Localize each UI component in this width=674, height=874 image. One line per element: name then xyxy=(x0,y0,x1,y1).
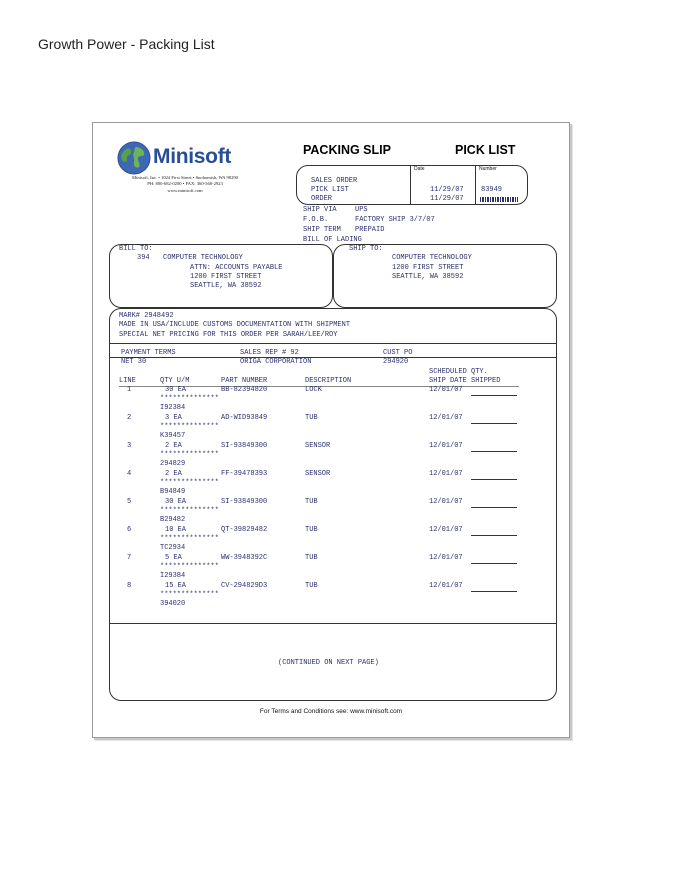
sub-code: B94849 xyxy=(160,488,186,496)
bill-to-line: COMPUTER TECHNOLOGY xyxy=(163,254,243,262)
note-line: SPECIAL NET PRICING FOR THIS ORDER PER SARAH/LEE/ROY xyxy=(119,331,338,339)
description: TUB xyxy=(305,498,318,506)
packing-slip-heading: PACKING SLIP xyxy=(303,143,391,157)
pick-list-label: PICK LIST xyxy=(311,186,349,194)
part-number: CV-294829D3 xyxy=(221,582,268,590)
cust-po-label: CUST PO xyxy=(383,349,413,357)
qty-shipped-blank xyxy=(471,507,517,508)
ship-date-header: SHIP DATE SHIPPED xyxy=(429,377,501,385)
bill-to-line: SEATTLE, WA 38592 xyxy=(190,282,262,290)
qty-header: QTY U/M xyxy=(160,377,190,385)
qty: 2 EA xyxy=(165,470,182,478)
qty: 2 EA xyxy=(165,442,182,450)
ship-date: 12/01/07 xyxy=(429,470,463,478)
address-line: www.minisoft.com xyxy=(167,187,203,193)
description: LOCK xyxy=(305,386,322,394)
ship-date: 12/01/07 xyxy=(429,386,463,394)
qty-shipped-blank xyxy=(471,563,517,564)
description: SENSOR xyxy=(305,470,331,478)
qty-shipped-blank xyxy=(471,591,517,592)
qty: 10 EA xyxy=(165,526,187,534)
description: TUB xyxy=(305,582,318,590)
bill-to-label: BILL TO: xyxy=(119,245,153,253)
description: TUB xyxy=(305,414,318,422)
description: TUB xyxy=(305,526,318,534)
qty-shipped-blank xyxy=(471,395,517,396)
divider xyxy=(109,343,556,344)
pick-list-heading: PICK LIST xyxy=(455,143,516,157)
part-number: SI-93849300 xyxy=(221,498,268,506)
separator-stars: ************** xyxy=(160,423,219,431)
order-date: 11/29/07 xyxy=(430,195,464,203)
bill-to-line: ATTN: ACCOUNTS PAYABLE xyxy=(190,264,283,272)
payment-terms-label: PAYMENT TERMS xyxy=(121,349,176,357)
sub-code: I29384 xyxy=(160,572,186,580)
divider xyxy=(109,623,556,624)
note-line: MADE IN USA/INCLUDE CUSTOMS DOCUMENTATION WITH SHIPMENT xyxy=(119,321,351,329)
separator-stars: ************** xyxy=(160,563,219,571)
line-number: 5 xyxy=(127,498,132,506)
sales-order-label: SALES ORDER xyxy=(311,177,358,185)
qty-shipped-blank xyxy=(471,535,517,536)
qty: 15 EA xyxy=(165,582,187,590)
divider xyxy=(410,165,411,204)
part-number: AD-WID93849 xyxy=(221,414,268,422)
order-label: ORDER xyxy=(311,195,333,203)
barcode xyxy=(480,197,518,202)
bill-to-line: 1200 FIRST STREET xyxy=(190,273,262,281)
sub-code: K39457 xyxy=(160,432,186,440)
logo-address xyxy=(115,175,255,194)
separator-stars: ************** xyxy=(160,507,219,515)
note-line: MARK# 2948492 xyxy=(119,312,174,320)
qty: 30 EA xyxy=(165,386,187,394)
number-label: Number xyxy=(479,166,497,172)
line-number: 8 xyxy=(127,582,132,590)
packing-slip-document xyxy=(92,122,570,738)
line-number: 3 xyxy=(127,442,132,450)
qty: 5 EA xyxy=(165,554,182,562)
separator-stars: ************** xyxy=(160,395,219,403)
divider xyxy=(475,165,476,204)
line-number: 6 xyxy=(127,526,132,534)
ship-via-value: UPS xyxy=(355,206,368,214)
ship-to-label: SHIP TO: xyxy=(349,245,383,253)
description: TUB xyxy=(305,554,318,562)
sub-code: TC2934 xyxy=(160,544,186,552)
sub-code: 394020 xyxy=(160,600,186,608)
scheduled-header: SCHEDULED QTY. xyxy=(429,368,488,376)
qty-shipped-blank xyxy=(471,423,517,424)
ship-date: 12/01/07 xyxy=(429,554,463,562)
line-number: 7 xyxy=(127,554,132,562)
address-line: PH: 800-682-0200 • FAX: 360-568-2923 xyxy=(147,181,223,187)
divider xyxy=(109,357,556,358)
terms-footer: For Terms and Conditions see: www.minisoft.com xyxy=(259,708,403,715)
date-label: Date xyxy=(414,166,425,172)
sales-rep-value: ORIGA CORPORATION xyxy=(240,358,312,366)
ship-term-value: PREPAID xyxy=(355,226,385,234)
part-number: BB-82394820 xyxy=(221,386,268,394)
part-number-header: PART NUMBER xyxy=(221,377,268,385)
logo-wordmark: Minisoft xyxy=(153,145,232,168)
ship-date: 12/01/07 xyxy=(429,414,463,422)
part-number: SI-93849300 xyxy=(221,442,268,450)
continued-note: (CONTINUED ON NEXT PAGE) xyxy=(278,659,379,667)
ship-date: 12/01/07 xyxy=(429,498,463,506)
part-number: WW-3948392C xyxy=(221,554,268,562)
separator-stars: ************** xyxy=(160,451,219,459)
line-header: LINE xyxy=(119,377,136,385)
ship-to-line: SEATTLE, WA 38592 xyxy=(392,273,464,281)
pick-list-number: 83949 xyxy=(481,186,503,194)
separator-stars: ************** xyxy=(160,479,219,487)
sub-code: 294829 xyxy=(160,460,186,468)
bill-of-lading: BILL OF LADING xyxy=(303,236,362,244)
qty-shipped-blank xyxy=(471,451,517,452)
description-header: DESCRIPTION xyxy=(305,377,352,385)
fob-label: F.O.B. xyxy=(303,216,329,224)
part-number: QT-39829482 xyxy=(221,526,268,534)
separator-stars: ************** xyxy=(160,535,219,543)
ship-date: 12/01/07 xyxy=(429,526,463,534)
sub-code: B29482 xyxy=(160,516,186,524)
ship-via-label: SHIP VIA xyxy=(303,206,337,214)
pick-list-date: 11/29/07 xyxy=(430,186,464,194)
bill-to-customer-no: 394 xyxy=(137,254,150,262)
ship-date: 12/01/07 xyxy=(429,442,463,450)
line-number: 4 xyxy=(127,470,132,478)
separator-stars: ************** xyxy=(160,591,219,599)
sales-rep-label: SALES REP # 92 xyxy=(240,349,299,357)
qty-shipped-blank xyxy=(471,479,517,480)
ship-to-line: COMPUTER TECHNOLOGY xyxy=(392,254,472,262)
line-number: 1 xyxy=(127,386,132,394)
part-number: FF-39478393 xyxy=(221,470,268,478)
ship-term-label: SHIP TERM xyxy=(303,226,341,234)
page-title: Growth Power - Packing List xyxy=(38,36,215,52)
ship-date: 12/01/07 xyxy=(429,582,463,590)
cust-po-value: 294920 xyxy=(383,358,409,366)
globe-icon xyxy=(117,141,151,175)
sub-code: I92384 xyxy=(160,404,186,412)
payment-terms-value: NET 30 xyxy=(121,358,147,366)
ship-to-line: 1200 FIRST STREET xyxy=(392,264,464,272)
qty: 30 EA xyxy=(165,498,187,506)
qty: 3 EA xyxy=(165,414,182,422)
description: SENSOR xyxy=(305,442,331,450)
fob-value: FACTORY SHIP 3/7/07 xyxy=(355,216,435,224)
address-line: Minisoft, Inc. • 1024 First Street • Snohomish, WA 98290 xyxy=(132,175,238,180)
line-number: 2 xyxy=(127,414,132,422)
